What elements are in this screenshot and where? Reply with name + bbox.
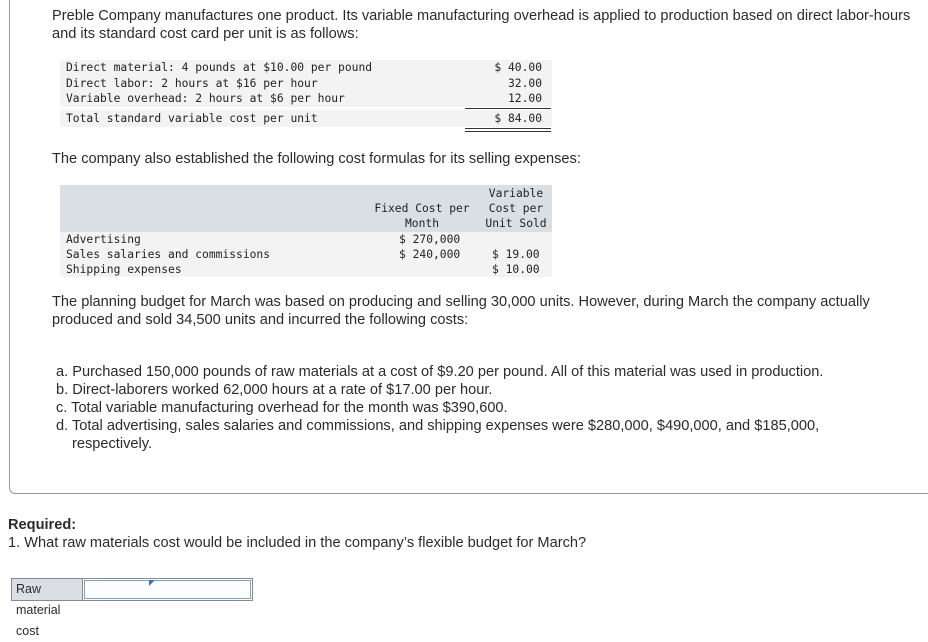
flag-marker-icon	[149, 580, 155, 586]
list-item: a. Purchased 150,000 pounds of raw materials at a cost of $9.20 per pound. All of this material was used in production.	[56, 364, 824, 380]
standard-cost-table	[60, 60, 552, 127]
list-item: b. Direct-laborers worked 62,000 hours at a rate of $17.00 per hour.	[56, 382, 493, 398]
row-label: Variable overhead: 2 hours at $6 per hour	[66, 92, 345, 105]
total-label: Total standard variable cost per unit	[66, 111, 318, 125]
answer-row	[11, 578, 253, 638]
selling-expenses-table	[60, 185, 552, 277]
row-amount: $ 40.00	[494, 61, 542, 74]
required-question: 1. What raw materials cost would be included in the company’s flexible budget for March?	[8, 535, 587, 551]
required-section	[8, 516, 586, 552]
row-label: Sales salaries and commissions	[66, 248, 271, 261]
table-row	[60, 262, 552, 277]
table-row	[60, 76, 552, 92]
row-amount: 32.00	[507, 76, 542, 90]
planning-paragraph: The planning budget for March was based on producing and selling 30,000 units. However, during March the company actually produced and sold 34,500 units and incurred the following costs:	[52, 294, 870, 328]
subtotal-rule	[465, 108, 551, 109]
selling-intro: The company also established the following cost formulas for its selling expenses:	[52, 151, 581, 167]
list-item: d. Total advertising, sales salaries and commissions, and shipping expenses were $280,000, $490,000, and $185,000, respectively.	[56, 418, 820, 452]
raw-material-cost-input[interactable]	[84, 580, 251, 599]
total-rule-top	[465, 128, 551, 129]
table-row	[60, 232, 552, 247]
row-amount: 12.00	[507, 92, 542, 105]
total-amount: $ 84.00	[494, 111, 542, 125]
header-variable-cost: Variable Cost per Unit Sold	[485, 187, 547, 230]
list-item: c. Total variable manufacturing overhead for the month was $390,600.	[56, 400, 508, 416]
table-row	[60, 60, 552, 76]
table-header	[60, 185, 552, 232]
total-rule-bottom	[465, 131, 551, 132]
actual-costs-list	[56, 363, 902, 453]
row-fixed: $ 270,000	[399, 233, 461, 246]
row-variable: $ 10.00	[492, 263, 540, 276]
row-fixed: $ 240,000	[399, 248, 461, 261]
row-label: Shipping expenses	[66, 263, 182, 276]
total-row	[60, 110, 552, 127]
table-row	[60, 247, 552, 262]
table-row	[60, 91, 552, 107]
required-heading: Required:	[8, 517, 77, 533]
intro-paragraph: Preble Company manufactures one product. Its variable manufacturing overhead is applied to production based on direct labor-hours and its standard cost card per unit is as follows:	[52, 8, 911, 42]
row-label: Direct material: 4 pounds at $10.00 per pound	[66, 61, 373, 74]
row-variable: $ 19.00	[492, 248, 540, 261]
row-label: Advertising	[66, 233, 141, 246]
header-fixed-cost: Fixed Cost per Month	[374, 202, 470, 230]
row-label: Direct labor: 2 hours at $16 per hour	[66, 76, 318, 90]
answer-label: Raw material cost	[12, 579, 83, 600]
